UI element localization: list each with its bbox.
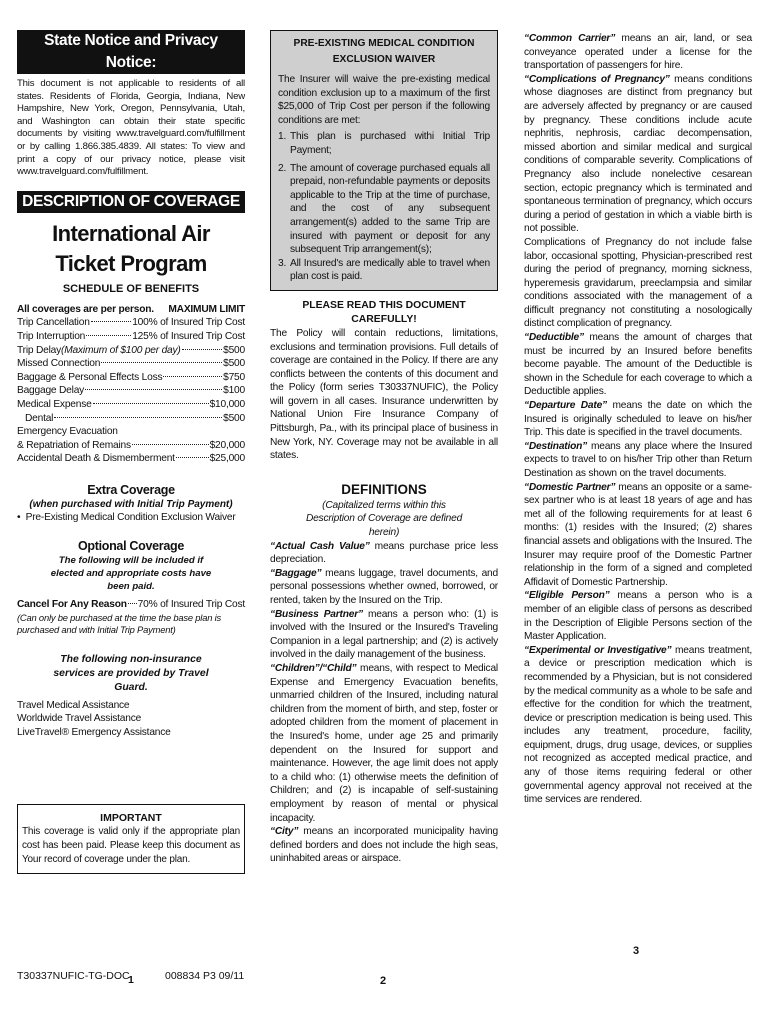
benefit-row: Missed Connection $500 — [17, 358, 245, 370]
read-carefully-text: The Policy will contain reductions, limitations, exclusions and termination provisions. Full details of coverage are contained in the Policy. If there are any conflicts between the contents of this document and the Policy (form series T30337NUFIC), the Policy will govern in all cases. Insurance underwritten by National Union Fire Insurance Company of Pittsburgh, Pa., with its principal place of business in New York, NY. Coverage may not be available in all states. — [270, 327, 498, 462]
page-2-column — [270, 30, 498, 866]
read-carefully-title: PLEASE READ THIS DOCUMENT CAREFULLY! — [302, 299, 466, 325]
footer-page-number: 1 — [128, 974, 134, 986]
list-item: 1. This plan is purchased withi Initial Trip Payment; — [278, 131, 490, 156]
benefit-row: Trip Interruption 125% of Insured Trip Cost — [17, 330, 245, 342]
footer-form-number: 008834 P3 09/11 — [165, 970, 245, 982]
definition-item: “Complications of Pregnancy” means conditions whose diagnoses are distinct from pregnancy but are adversely affected by pregnancy or are caused by pregnancy. These conditions include acute nephritis, nephrosis, cardiac decompensation, missed abortion and similar medical and surgical conditions of comparable severity. Complications of Pregnancy also include nonelective cesarean section, ectopic pregnancy which is terminated and spontaneous termination of pregnancy, which occurs during a period of gestation in which a viable birth is not possible. — [524, 73, 752, 235]
footer-code: T30337NUFIC-TG-DOC — [17, 970, 130, 982]
state-notice-text: This document is not applicable to residents of all states. Residents of Florida, Georgia, Indiana, New Hampshire, New York, Oregon, Pennsylvania, Utah, and Washington can obtain their state specific documents by visiting www.travelguard.com/fulfillment or by calling 1.866.385.4839. All states: To view and print a copy of our privacy notice, please visit www.travelguard.com/fulfillment. — [17, 78, 245, 178]
extra-coverage-item: • Pre-Existing Medical Condition Exclusion Waiver — [17, 511, 236, 523]
service-item: LiveTravel® Emergency Assistance — [17, 727, 171, 739]
waiver-intro: The Insurer will waive the pre-existing medical condition exclusion up to a maximum of the first $25,000 of Trip Cost per person if the following conditions are met: — [278, 74, 490, 126]
important-text: This coverage is valid only if the appropriate plan cost has been paid. Please keep this document as Your record of coverage under the plan. — [22, 825, 240, 865]
page-number-3: 3 — [633, 945, 640, 957]
service-item: Travel Medical Assistance — [17, 699, 130, 711]
definition-item: “Actual Cash Value” means purchase price less depreciation. — [270, 540, 498, 566]
definition-item: “Departure Date” means the date on which the Insured is originally scheduled to leave on his/her Trip. This date is specified in the travel documents. — [524, 400, 752, 439]
page-1-column — [17, 30, 245, 874]
benefit-row: Trip Cancellation 100% of Insured Trip Cost — [17, 317, 245, 329]
bullet-icon: • — [17, 511, 26, 523]
important-box — [17, 804, 245, 874]
state-notice-title: State Notice and Privacy Notice: — [17, 30, 245, 74]
cfar-note: (Can only be purchased at the time the base plan is purchased and with Initial Trip Payment) — [17, 612, 221, 636]
extra-coverage-title: Extra Coverage — [87, 482, 175, 497]
benefits-header-left: All coverages are per person. — [17, 303, 154, 315]
definitions-list-continued — [524, 32, 752, 807]
service-item: Worldwide Travel Assistance — [17, 713, 142, 725]
benefit-row: Trip Delay (Maximum of $100 per day) $500 — [17, 344, 245, 356]
definitions-title: DEFINITIONS — [341, 481, 427, 497]
definition-item: “Experimental or Investigative” means treatment, a device or prescription medication which is recommended by a Physician, but is not considered by the medical community as a whole to be safe and effective for the condition for which the treatment, device or prescription medication is being used. This includes any treatment, procedure, facility, equipment, drugs, drug usage, devices, or supplies not recognized as accepted medical practice, and any of those items requiring federal or other governmental agency approval not received at the time services are rendered. — [524, 644, 752, 806]
benefits-header-right: MAXIMUM LIMIT — [168, 303, 245, 315]
definition-item: “Destination” means any place where the Insured expects to travel to on his/her Trip other than Return Destination as shown on the travel documents. — [524, 440, 752, 479]
benefits-list — [17, 316, 245, 466]
definitions-subtitle: (Capitalized terms within this Description of Coverage are defined herein) — [305, 499, 463, 539]
definition-item: “Business Partner” means a person who: (1) is involved with the Insured or the Insured's Traveling Companion in a legal partnership; and (2) is actively involved in the daily management of the business. — [270, 608, 498, 661]
benefit-row: Baggage Delay $100 — [17, 385, 245, 397]
definition-item: “Common Carrier” means an air, land, or sea conveyance operated under a license for the transportation of passengers for hire. — [524, 33, 753, 72]
description-of-coverage-title: DESCRIPTION OF COVERAGE — [17, 191, 245, 213]
waiver-title-2: EXCLUSION WAIVER — [332, 54, 436, 65]
exclusion-waiver-box — [270, 30, 498, 291]
optional-coverage-subtitle: The following will be included if elected and appropriate costs have been paid. — [50, 555, 212, 593]
benefit-row: Dental $500 — [25, 412, 245, 424]
program-title: International Air Ticket Program — [52, 220, 210, 276]
optional-coverage-title: Optional Coverage — [77, 539, 185, 554]
definition-item: “Eligible Person” means a person who is a member of an eligible class of persons as described in the Description of Eligible Persons section of the Master Application. — [524, 590, 752, 643]
extra-coverage-subtitle: (when purchased with Initial Trip Payment) — [29, 498, 233, 510]
benefit-row: Accidental Death & Dismemberment $25,000 — [17, 453, 245, 465]
benefit-row: Baggage & Personal Effects Loss $750 — [17, 371, 245, 383]
waiver-title-1: PRE-EXISTING MEDICAL CONDITION — [293, 38, 475, 49]
definition-item: “City” means an incorporated municipality having defined borders and does not include the high seas, uninhabited areas or airspace. — [270, 826, 498, 865]
definition-item: “Deductible” means the amount of charges that must be incurred by an Insured before benefits become payable. The amount of the Deductible is shown in the Schedule for each coverage to which a Deductible applies. — [524, 332, 752, 398]
page-3-column — [524, 32, 752, 807]
important-title: IMPORTANT — [100, 811, 162, 824]
definition-item: “Children”/“Child” means, with respect to Medical Expense and Emergency Evacuation benefits, unmarried children of the Insured, including natural children from the moment of birth, and step, foster or adopted children from the moment of placement in the Insured's home, under age 25 and primarily dependent on the Insured for support and maintenance. However, the age limit does not apply to a child who: (1) otherwise meets the definition of Children; and (2) is incapable of self-sustaining employment by reason of mental or physical incapacity. — [270, 662, 498, 824]
list-item: 3. All Insured's are medically able to travel when plan cost is paid. — [278, 257, 490, 283]
cfar-row: Cancel For Any Reason 70% of Insured Trip Cost — [17, 599, 245, 611]
definition-item: Complications of Pregnancy do not include false labor, occasional spotting, Physician-prescribed rest during the period of pregnancy, morning sickness, hyperemesis gravidarum, preeclampsia and similar conditions associated with the management of a difficult pregnancy not constituting a nosologically distinct complication of pregnancy. — [524, 236, 752, 330]
benefit-row: & Repatriation of Remains $20,000 — [17, 439, 245, 451]
benefit-row: Medical Expense $10,000 — [17, 398, 245, 410]
definition-item: “Baggage” means luggage, travel documents, and personal possessions whether owned, borrowed, or rented, taken by the Insured on the Trip. — [270, 567, 498, 606]
definitions-list — [270, 540, 498, 866]
waiver-conditions — [278, 130, 490, 284]
page-number-2: 2 — [380, 975, 387, 987]
benefits-header — [17, 303, 245, 317]
list-item: 2. The amount of coverage purchased equals all prepaid, non-refundable payments or deposits applicable to the Trip at the time of purchase, and the cost of any subsequent arrangement(s) added to the same Trip are insured with payment or deposit for any subsequent Trip arrangement(s); — [278, 162, 490, 256]
benefit-row: Emergency Evacuation — [17, 426, 118, 438]
definition-item: “Domestic Partner” means an opposite or a same-sex partner who is at least 18 years of age and has met all of the following requirements for at least 6 months: (1) resides with the Insured; (2) shares financial assets and obligations with the Insured. The Insurer may require proof of the Domestic Partner relationship in the form of a signed and completed Affidavit of Domestic Partnership. — [524, 481, 752, 588]
schedule-title: SCHEDULE OF BENEFITS — [62, 282, 200, 295]
services-title: The following non-insurance services are provided by Travel Guard. — [53, 653, 209, 693]
